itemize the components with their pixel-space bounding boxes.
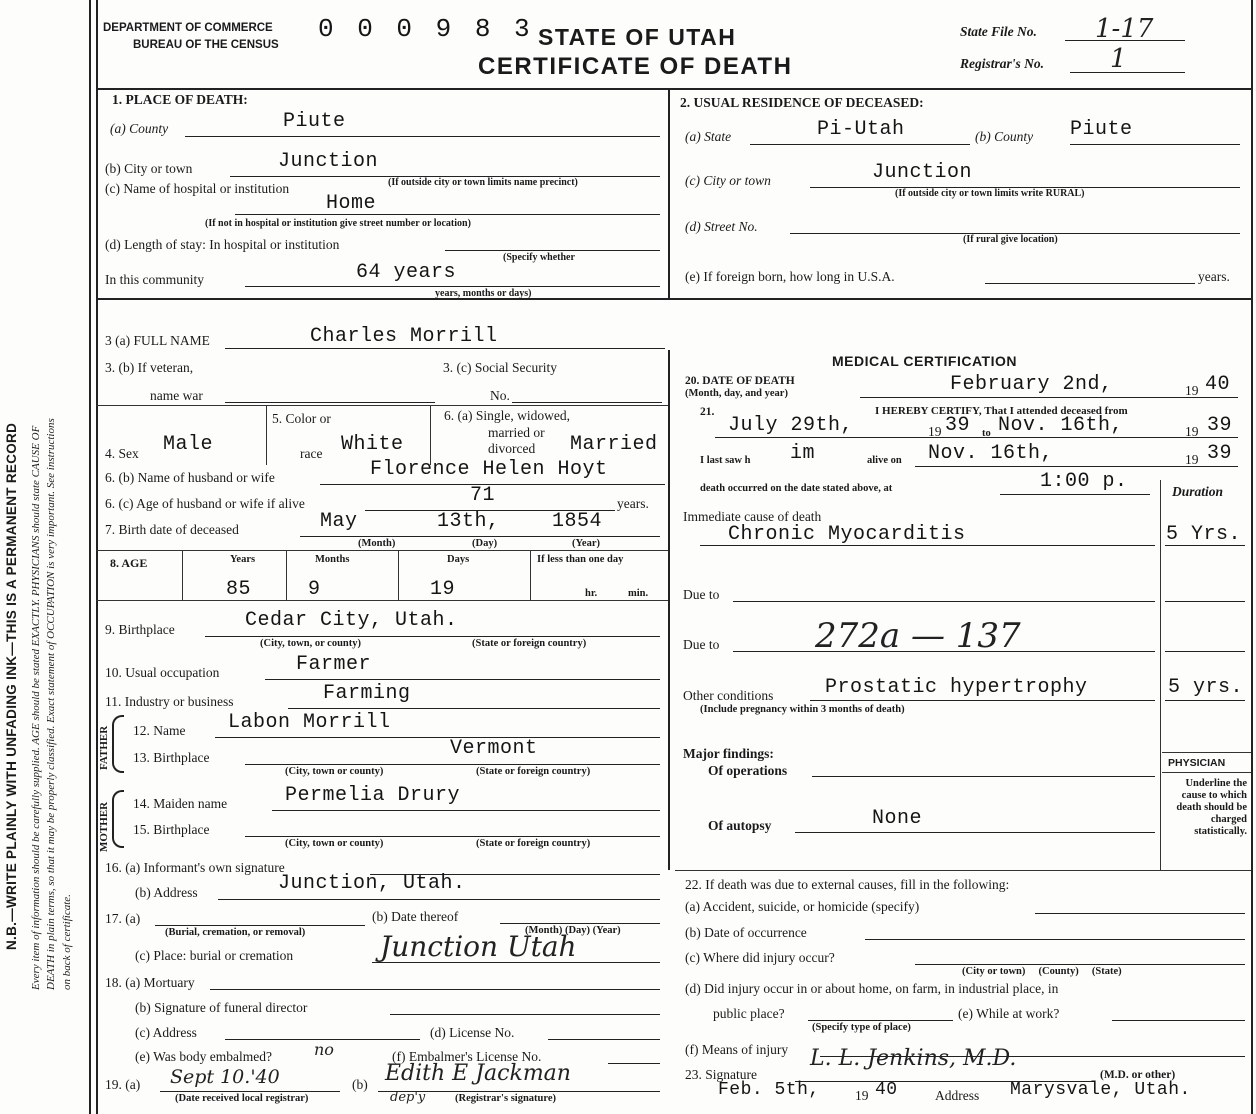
last-saw-value: im [790, 442, 816, 465]
last-saw-label: I last saw h [700, 455, 751, 466]
mother-birthplace-label: 15. Birthplace [133, 822, 210, 837]
alive-on-date: Nov. 16th, [928, 442, 1054, 465]
industry-label: 11. Industry or business [105, 694, 234, 709]
due-to-value-2: 272a — 137 [815, 616, 1021, 656]
external-e-label: (e) While at work? [958, 1006, 1060, 1021]
other-conditions-value: Prostatic hypertrophy [825, 676, 1088, 699]
signature-19: 19 [855, 1088, 869, 1103]
age-days-value: 19 [430, 578, 456, 601]
external-b-label: (b) Date of occurrence [685, 925, 807, 940]
race-value: White [341, 433, 404, 456]
residence-city-note: (If outside city or town limits write RURAL) [895, 188, 1085, 199]
war-label: name war [150, 388, 203, 403]
burial-label: 17. (a) [105, 911, 141, 926]
side-instructions-line2: Every item of information should be carefully supplied. AGE should be stated EXACTLY. PHYSICIANS should state CAUSE OF [30, 425, 42, 990]
death-county-value: Piute [283, 110, 346, 133]
signature-md-note: (M.D. or other) [1100, 1069, 1176, 1081]
spouse-age-label: 6. (c) Age of husband or wife if alive [105, 496, 305, 511]
residence-street-label: (d) Street No. [685, 219, 758, 234]
residence-city-label: (c) City or town [685, 173, 771, 188]
external-heading: 22. If death was due to external causes, fill in the following: [685, 877, 1010, 892]
other-conditions-note: (Include pregnancy within 3 months of death) [700, 704, 905, 715]
community-value: 64 years [356, 261, 457, 284]
veteran-label: 3. (b) If veteran, [105, 360, 194, 375]
sex-value: Male [163, 433, 214, 456]
state-file-value: 1-17 [1095, 14, 1154, 44]
external-a-label: (a) Accident, suicide, or homicide (specify) [685, 899, 920, 914]
dod-label: 20. DATE OF DEATH [685, 375, 795, 387]
registrar-sig-label: (b) [352, 1077, 368, 1092]
embalmed-label: (e) Was body embalmed? [135, 1049, 272, 1064]
age-label: 8. AGE [110, 556, 148, 570]
attended-from-19: 19 [928, 424, 942, 439]
age-hr-label: hr. [585, 588, 598, 599]
received-label: 19. (a) [105, 1077, 141, 1092]
burial-date-label: (b) Date thereof [372, 909, 459, 924]
occurred-text: death occurred on the date stated above, at [700, 483, 893, 494]
autopsy-label: Of autopsy [708, 818, 772, 833]
residence-street-note: (If rural give location) [963, 234, 1058, 245]
operations-label: Of operations [708, 763, 788, 778]
signature-label: 23. Signature [685, 1067, 757, 1082]
father-birthplace-value: Vermont [450, 737, 538, 760]
dept-label: DEPARTMENT OF COMMERCE [103, 22, 273, 34]
registrar-sig-value: Edith E Jackman [385, 1061, 571, 1086]
age-days-label: Days [447, 554, 470, 565]
external-c-note: (City or town) (County) (State) [962, 966, 1122, 977]
birthdate-month-note: (Month) [358, 538, 396, 549]
birthplace-value: Cedar City, Utah. [245, 609, 458, 632]
mother-name-label: 14. Maiden name [133, 796, 228, 811]
signature-address-label: Address [935, 1088, 980, 1103]
mortuary-label: 18. (a) Mortuary [105, 975, 195, 990]
external-c-label: (c) Where did injury occur? [685, 950, 835, 965]
mother-state-note: (State or foreign country) [476, 838, 591, 849]
father-birthplace-label: 13. Birthplace [133, 750, 210, 765]
attended-to-label: to [982, 428, 991, 439]
father-state-note: (State or foreign country) [476, 766, 591, 777]
informant-label: 16. (a) Informant's own signature [105, 860, 285, 875]
received-note: (Date received local registrar) [175, 1093, 309, 1104]
mother-side-label: MOTHER [98, 801, 110, 852]
informant-address-label: (b) Address [135, 885, 198, 900]
external-d-label: (d) Did injury occur in or about home, on farm, in industrial place, in [685, 981, 1059, 996]
due-to-label-2: Due to [683, 637, 720, 652]
dod-value: February 2nd, [950, 373, 1113, 396]
dod-year-prefix: 19 [1185, 383, 1199, 398]
certificate-number: 0 0 0 9 8 3 [318, 14, 534, 44]
residence-county-label: (b) County [975, 129, 1034, 144]
age-months-value: 9 [308, 578, 321, 601]
stay-specify-note: (Specify whether [503, 252, 575, 263]
spouse-age-unit: years. [617, 496, 649, 511]
fullname-label: 3 (a) FULL NAME [105, 333, 210, 348]
age-years-value: 85 [226, 578, 252, 601]
external-d-label-2: public place? [713, 1006, 785, 1021]
spouse-age-value: 71 [470, 484, 496, 507]
side-instructions-main: N.B.—WRITE PLAINLY WITH UNFADING INK—THIS IS A PERMANENT RECORD [4, 422, 19, 950]
registrar-sig-note: (Registrar's signature) [455, 1093, 556, 1104]
attended-from-year: 39 [945, 414, 971, 437]
funeral-address-label: (c) Address [135, 1025, 197, 1040]
informant-address-value: Junction, Utah. [278, 872, 466, 895]
other-duration: 5 yrs. [1168, 676, 1244, 699]
alive-on-label: alive on [867, 455, 902, 466]
dod-year: 40 [1205, 373, 1231, 396]
attended-to: Nov. 16th, [998, 414, 1124, 437]
stay-label: (d) Length of stay: In hospital or institution [105, 237, 340, 252]
place-of-death-heading: 1. PLACE OF DEATH: [112, 92, 248, 107]
mother-city-note: (City, town or county) [285, 838, 384, 849]
funeral-director-label: (b) Signature of funeral director [135, 1000, 308, 1015]
birthplace-city-note: (City, town, or county) [260, 638, 362, 649]
signature-year: 40 [875, 1080, 898, 1100]
age-min-label: min. [628, 588, 649, 599]
side-instructions-line3: DEATH in plain terms, so that it may be properly classified. Exact statement of OCCUPATION is very important. See instructions [45, 418, 57, 990]
occupation-label: 10. Usual occupation [105, 665, 220, 680]
color-label: 5. Color or [272, 411, 331, 426]
community-note: years, months or days) [435, 288, 532, 299]
birthdate-year: 1854 [552, 510, 603, 533]
father-name-value: Labon Morrill [228, 711, 391, 734]
age-less-day-label: If less than one day [537, 554, 624, 565]
attended-to-19: 19 [1185, 424, 1199, 439]
attended-to-year: 39 [1207, 414, 1233, 437]
foreign-born-years: years. [1198, 269, 1230, 284]
birthdate-day-note: (Day) [472, 538, 498, 549]
mother-name-value: Permelia Drury [285, 784, 461, 807]
state-file-label: State File No. [960, 24, 1037, 39]
marital-label-3: divorced [488, 441, 536, 456]
birthdate-label: 7. Birth date of deceased [105, 522, 239, 537]
hospital-note-2: (If not in hospital or institution give street number or location) [205, 218, 471, 229]
certify-text: I HEREBY CERTIFY, That I attended deceased from [875, 405, 1128, 417]
spouse-value: Florence Helen Hoyt [370, 458, 608, 481]
marital-label: 6. (a) Single, widowed, [444, 408, 570, 423]
due-to-label-1: Due to [683, 587, 720, 602]
registrar-number-value: 1 [1110, 44, 1127, 74]
occupation-value: Farmer [296, 653, 372, 676]
autopsy-value: None [872, 807, 923, 830]
foreign-born-label: (e) If foreign born, how long in U.S.A. [685, 269, 895, 284]
burial-place-value: Junction Utah [380, 930, 577, 963]
burial-note: (Burial, cremation, or removal) [165, 927, 306, 938]
burial-place-label: (c) Place: burial or cremation [135, 948, 294, 963]
age-months-label: Months [315, 554, 350, 565]
immediate-duration: 5 Yrs. [1166, 523, 1242, 546]
burial-date-note: (Month) (Day) (Year) [525, 925, 621, 936]
residence-state-value: Pi-Utah [817, 118, 905, 141]
registrar-number-label: Registrar's No. [960, 56, 1045, 71]
marital-value: Married [570, 433, 658, 456]
father-name-label: 12. Name [133, 723, 186, 738]
external-f-label: (f) Means of injury [685, 1042, 789, 1057]
ss-no-label: No. [490, 388, 510, 403]
residence-city-value: Junction [872, 161, 973, 184]
duration-label: Duration [1172, 484, 1224, 499]
alive-19: 19 [1185, 452, 1199, 467]
birthplace-label: 9. Birthplace [105, 622, 175, 637]
fullname-value: Charles Morrill [310, 325, 498, 348]
received-value: Sept 10.'40 [170, 1066, 280, 1088]
dod-note: (Month, day, and year) [685, 388, 788, 399]
birthdate-month: May [320, 510, 358, 533]
residence-county-value: Piute [1070, 118, 1133, 141]
immediate-cause-label: Immediate cause of death [683, 509, 822, 524]
medical-heading: MEDICAL CERTIFICATION [832, 353, 1017, 369]
father-city-note: (City, town or county) [285, 766, 384, 777]
registrar-deputy: dep'y [390, 1090, 426, 1105]
ss-label: 3. (c) Social Security [443, 360, 557, 375]
residence-heading: 2. USUAL RESIDENCE OF DECEASED: [680, 95, 924, 110]
death-city-value: Junction [278, 150, 379, 173]
alive-year: 39 [1207, 442, 1233, 465]
embalmed-value: no [314, 1040, 334, 1059]
spouse-label: 6. (b) Name of husband or wife [105, 470, 275, 485]
father-side-label: FATHER [98, 725, 110, 770]
physician-title: PHYSICIAN [1168, 757, 1226, 769]
death-county-label: (a) County [110, 121, 169, 136]
hospital-value: Home [326, 192, 377, 215]
death-time-value: 1:00 p. [1040, 470, 1128, 493]
certificate-title: CERTIFICATE OF DEATH [478, 53, 793, 80]
signature-date: Feb. 5th, [718, 1080, 820, 1100]
attended-from: July 29th, [728, 414, 854, 437]
bureau-label: BUREAU OF THE CENSUS [133, 39, 279, 51]
marital-label-2: married or [488, 425, 545, 440]
certify-number: 21. [700, 406, 715, 418]
sex-label: 4. Sex [105, 446, 139, 461]
birthplace-state-note: (State or foreign country) [472, 638, 587, 649]
age-years-label: Years [230, 554, 256, 565]
physician-note: Underline the cause to which death should be charged statistically. [1176, 778, 1247, 837]
major-findings-label: Major findings: [683, 746, 774, 761]
signature-value: L. L. Jenkins, M.D. [810, 1046, 1017, 1071]
state-title: STATE OF UTAH [538, 24, 737, 50]
residence-state-label: (a) State [685, 129, 732, 144]
community-label: In this community [105, 272, 204, 287]
death-city-label: (b) City or town [105, 161, 193, 176]
hospital-label: (c) Name of hospital or institution [105, 181, 290, 196]
birthdate-day: 13th, [437, 510, 500, 533]
immediate-cause-value: Chronic Myocarditis [728, 523, 966, 546]
embalmer-license-label: (f) Embalmer's License No. [392, 1049, 542, 1064]
license-label: (d) License No. [430, 1025, 515, 1040]
hospital-note: (If outside city or town limits name precinct) [388, 177, 578, 188]
external-d-note: (Specify type of place) [812, 1022, 911, 1033]
birthdate-year-note: (Year) [572, 538, 600, 549]
industry-value: Farming [323, 682, 411, 705]
other-conditions-label: Other conditions [683, 688, 774, 703]
signature-address-value: Marysvale, Utah. [1010, 1080, 1191, 1100]
side-instructions-line4: on back of certificate. [61, 894, 73, 990]
race-label: race [300, 446, 323, 461]
